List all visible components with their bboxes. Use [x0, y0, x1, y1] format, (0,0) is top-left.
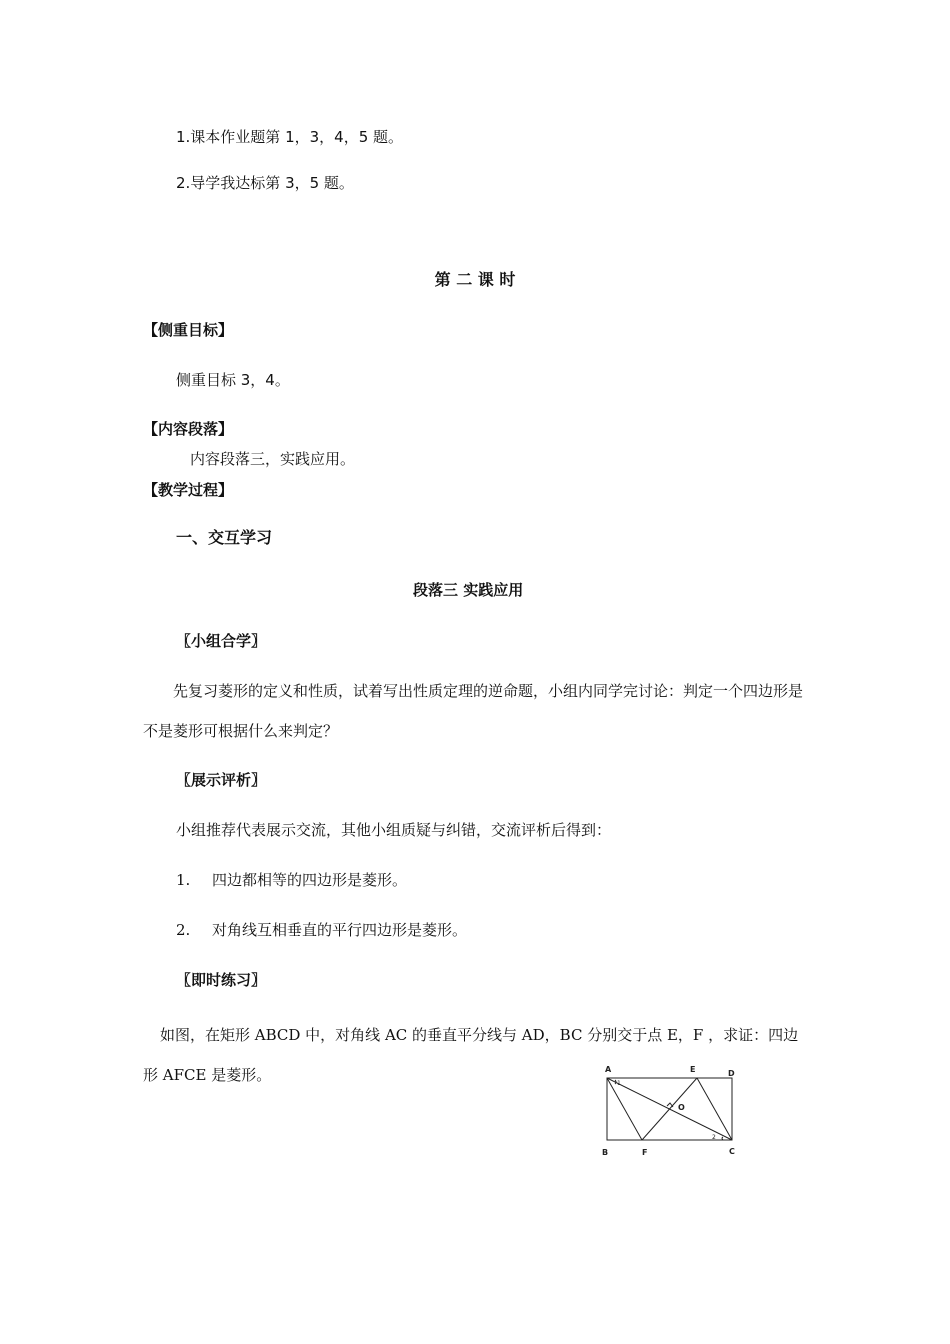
section-title: 段落三 实践应用 — [413, 581, 524, 599]
label-angle-1: 1 — [617, 1080, 621, 1087]
practice-problem: 如图，在矩形 ABCD 中，对角线 AC 的垂直平分线与 AD，BC 分别交于点 E，F ，求证：四边形 AFCE 是菱形。 — [143, 1026, 799, 1084]
focus-goal-text: 侧重目标 3，4。 — [176, 371, 290, 389]
homework-item-1: 1.课本作业题第 1，3，4，5 题。 — [176, 128, 404, 146]
conclusion-text-2: 对角线互相垂直的平行四边形是菱形。 — [212, 921, 468, 939]
showcase-text: 小组推荐代表展示交流，其他小组质疑与纠错，交流评析后得到： — [176, 821, 612, 839]
right-angle-mark — [667, 1103, 673, 1107]
lesson-title: 第 二 课 时 — [434, 270, 516, 289]
rectangle-figure — [596, 1058, 746, 1163]
showcase-heading: 〖展示评析〗 — [176, 771, 267, 789]
label-angle-2: 2 — [712, 1134, 716, 1141]
practice-heading: 〖即时练习〗 — [176, 971, 267, 989]
label-f: F — [642, 1148, 648, 1157]
label-o: O — [678, 1103, 685, 1112]
label-d: D — [728, 1069, 735, 1078]
homework-item-2: 2.导学我达标第 3，5 题。 — [176, 174, 354, 192]
teaching-process-heading: 【教学过程】 — [143, 481, 234, 499]
group-study-heading: 〖小组合学〗 — [176, 632, 267, 650]
content-section-text: 内容段落三，实践应用。 — [190, 450, 356, 468]
angle-2-arc — [722, 1137, 723, 1140]
group-study-text: 先复习菱形的定义和性质，试着写出性质定理的逆命题，小组内同学完讨论：判定一个四边形是不是菱形可根据什么来判定？ — [143, 682, 804, 740]
label-b: B — [602, 1148, 609, 1157]
segment-ec — [697, 1078, 732, 1140]
focus-goal-heading: 【侧重目标】 — [143, 321, 234, 339]
label-a: A — [605, 1065, 612, 1074]
conclusion-number-2: 2. — [176, 921, 191, 939]
segment-ef — [642, 1078, 697, 1140]
label-e: E — [690, 1065, 696, 1074]
conclusion-text-1: 四边都相等的四边形是菱形。 — [212, 871, 408, 889]
label-c: C — [729, 1147, 735, 1156]
conclusion-number-1: 1. — [176, 871, 191, 889]
part-one-heading: 一、交互学习 — [176, 528, 273, 547]
content-section-heading: 【内容段落】 — [143, 420, 234, 438]
segment-af — [607, 1078, 642, 1140]
